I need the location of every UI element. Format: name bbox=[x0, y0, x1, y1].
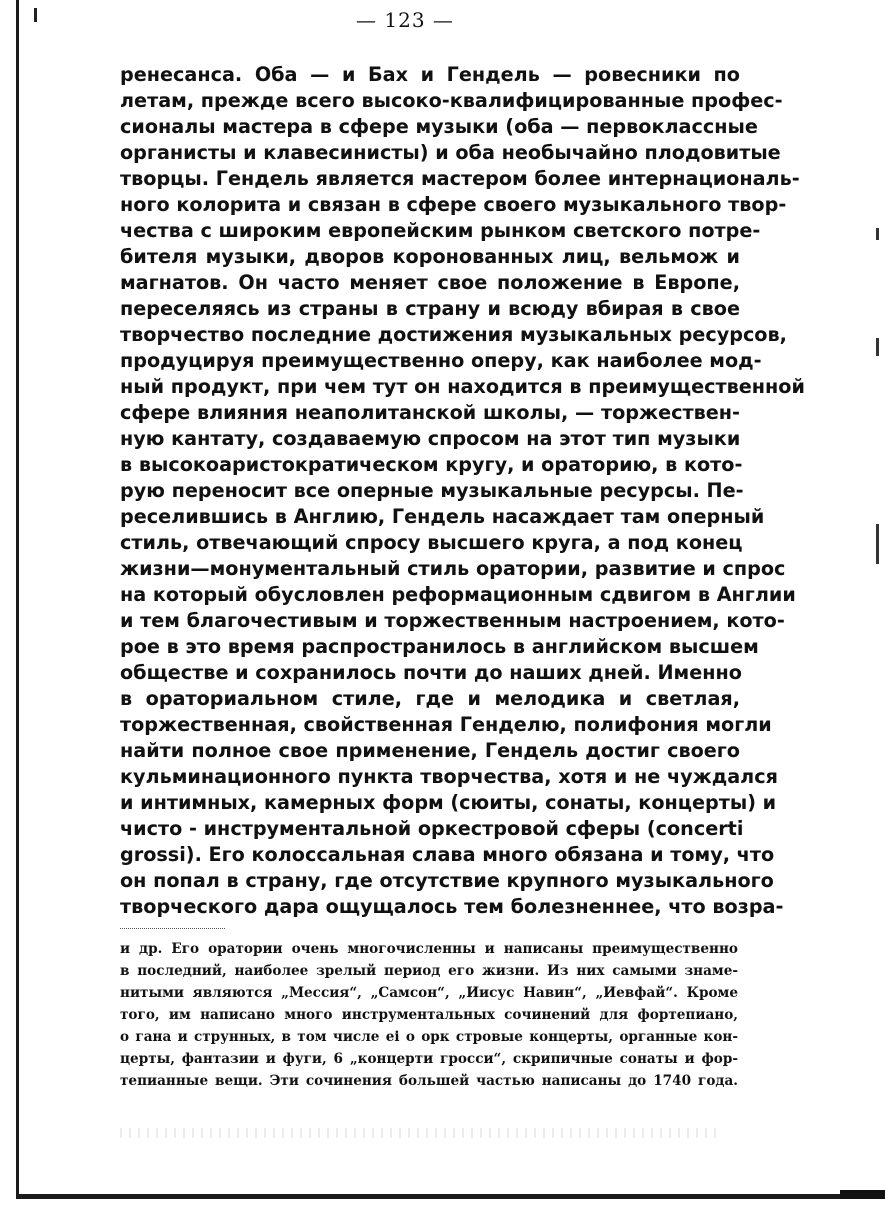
body-line: сионалы мастера в сфере музыки (оба — первоклассные bbox=[120, 115, 758, 138]
footnote-line: того, им написано много инструментальных сочинений для фортепиано, bbox=[120, 1007, 738, 1023]
body-line: на который обусловлен реформационным сдвигом в Англии bbox=[120, 583, 796, 606]
footnote-separator bbox=[120, 928, 225, 929]
body-line: ную кантату, создаваемую спросом на этот тип музыки bbox=[120, 427, 741, 450]
scan-mark bbox=[876, 338, 879, 356]
body-line: творцы. Гендель является мастером более интернациональ- bbox=[120, 167, 800, 190]
body-line: творчество последние достижения музыкальных ресурсов, bbox=[120, 323, 787, 346]
body-line: и интимных, камерных форм (сюиты, сонаты, концерты) и bbox=[120, 791, 777, 814]
scan-mark bbox=[876, 524, 879, 564]
body-line: бителя музыки, дворов коронованных лиц, вельмож и bbox=[120, 245, 740, 268]
body-line: чества с широким европейским рынком светского потре- bbox=[120, 219, 761, 242]
body-line: он попал в страну, где отсутствие крупного музыкального bbox=[120, 869, 774, 892]
scan-noise bbox=[120, 1128, 720, 1138]
body-line: продуцируя преимущественно оперу, как наиболее мод- bbox=[120, 349, 762, 372]
body-text bbox=[120, 62, 805, 920]
body-line: магнатов. Он часто меняет свое положение в Европе, bbox=[120, 271, 740, 294]
body-line: в ораториальном стиле, где и мелодика и светлая, bbox=[120, 687, 740, 710]
footnote-line: в последний, наиболее зрелый период его жизни. Из них самыми знаме- bbox=[120, 963, 738, 979]
footnote-line: и др. Его оратории очень многочисленны и написаны преимущественно bbox=[120, 941, 738, 957]
footnote-line: тепианные вещи. Эти сочинения большей частью написаны до 1740 года. bbox=[120, 1073, 738, 1089]
body-line: рую переносит все оперные музыкальные ресурсы. Пе- bbox=[120, 479, 744, 502]
scan-mark bbox=[840, 1190, 885, 1199]
footnote-line: нитыми являются „Мессия“, „Самсон“, „Иисус Навин“, „Иевфай“. Кроме bbox=[120, 985, 738, 1001]
body-line: переселяясь из страны в страну и всюду вбирая в свое bbox=[120, 297, 740, 320]
body-line: стиль, отвечающий спросу высшего круга, а под конец bbox=[120, 531, 743, 554]
body-line: летам, прежде всего высоко-квалифицированные профес- bbox=[120, 89, 783, 112]
scan-mark bbox=[34, 8, 37, 22]
body-line: ного колорита и связан в сфере своего музыкального твор- bbox=[120, 193, 787, 216]
body-line: чисто - инструментальной оркестровой сферы (concerti bbox=[120, 817, 744, 840]
footnote-line: о гана и струнных, в том числе ei о орк стровые концерты, органные кон- bbox=[120, 1029, 738, 1045]
body-line: обществе и сохранилось почти до наших дней. Именно bbox=[120, 661, 742, 684]
page-number: — 123 — bbox=[356, 8, 454, 32]
body-line: торжественная, свойственная Генделю, полифония могли bbox=[120, 713, 772, 736]
body-line: органисты и клавесинисты) и оба необычайно плодовитые bbox=[120, 141, 781, 164]
body-line: творческого дара ощущалось тем болезненнее, что возра- bbox=[120, 895, 784, 918]
body-line: в высокоаристократическом кругу, и ораторию, в кото- bbox=[120, 453, 743, 476]
body-line: реселившись в Англию, Гендель насаждает там оперный bbox=[120, 505, 765, 528]
body-line: рое в это время распространилось в английском высшем bbox=[120, 635, 759, 658]
body-line: ренесанса. Оба — и Бах и Гендель — ровесники по bbox=[120, 63, 740, 86]
body-line: сфере влияния неаполитанской школы, — торжествен- bbox=[120, 401, 740, 424]
footnote bbox=[120, 938, 738, 1092]
body-line: ный продукт, при чем тут он находится в преимущественной bbox=[120, 375, 805, 398]
body-line: и тем благочестивым и торжественным настроением, кото- bbox=[120, 609, 785, 632]
footnote-line: церты, фантазии и фуги, 6 „концерти гросси“, скрипичные сонаты и фор- bbox=[120, 1051, 738, 1067]
bottom-page-edge bbox=[16, 1194, 885, 1199]
left-page-edge bbox=[16, 0, 19, 1195]
scan-mark bbox=[876, 228, 879, 240]
body-line: grossi). Его колоссальная слава много обязана и тому, что bbox=[120, 843, 775, 866]
body-line: кульминационного пункта творчества, хотя и не чуждался bbox=[120, 765, 778, 788]
body-line: найти полное свое применение, Гендель достиг своего bbox=[120, 739, 740, 762]
body-line: жизни—монументальный стиль оратории, развитие и спрос bbox=[120, 557, 786, 580]
